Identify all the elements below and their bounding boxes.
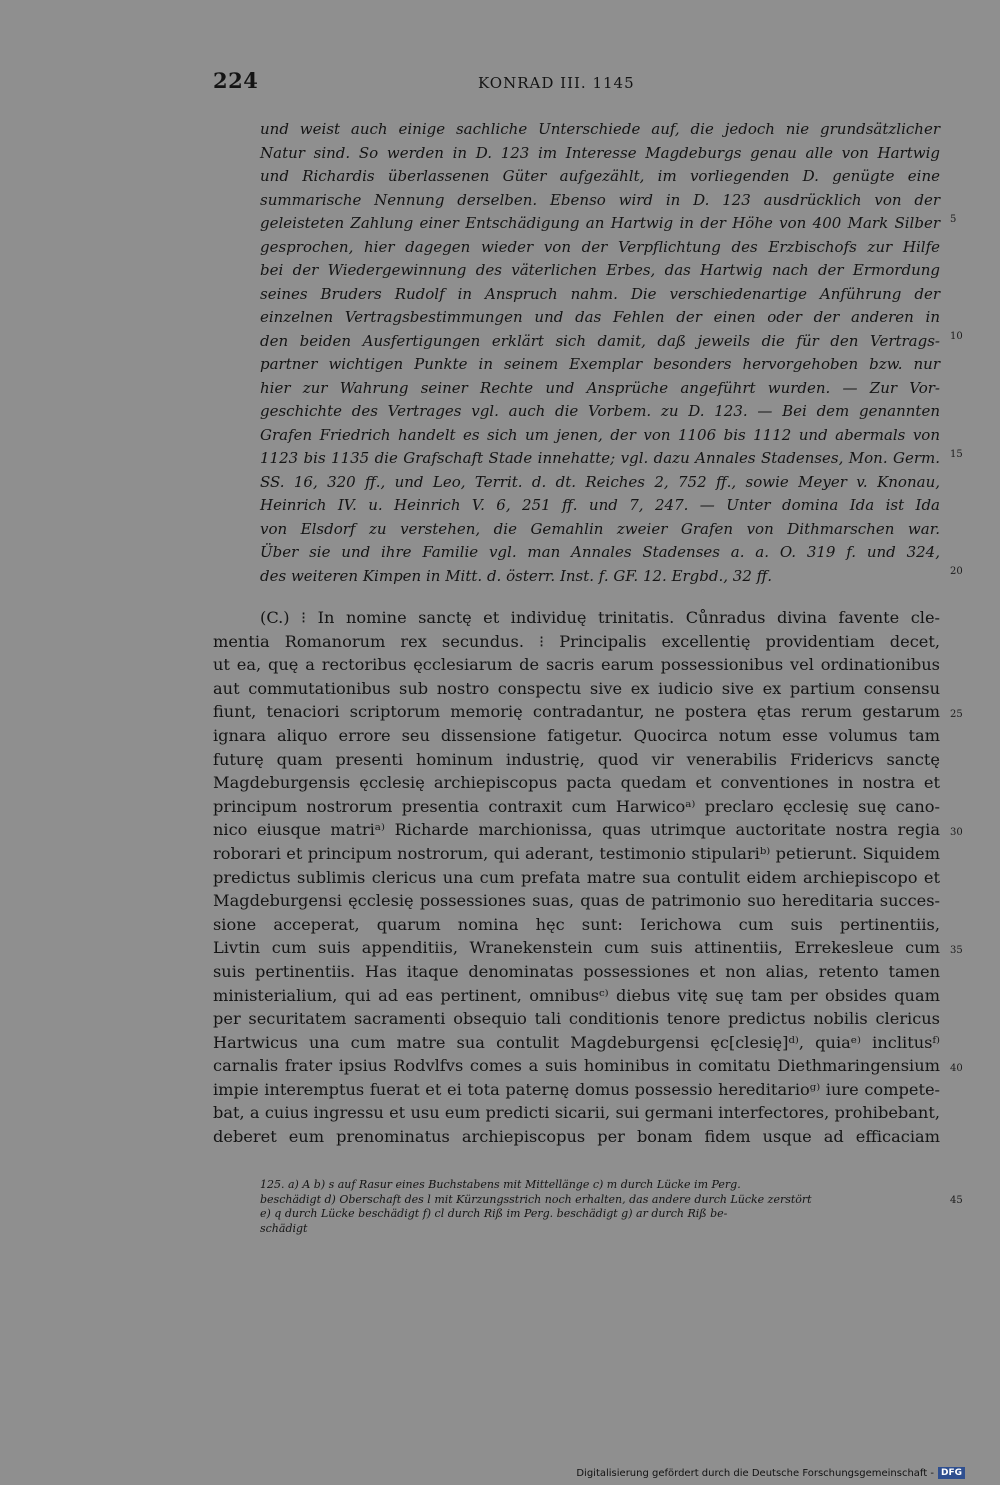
- line-number-35: 35: [950, 945, 963, 956]
- commentary-block: [260, 118, 940, 588]
- commentary-line: Über sie und ihre Familie vgl. man Annales Stadenses a. a. O. 319 f. und 324,: [260, 543, 940, 561]
- page-number: 224: [213, 68, 259, 93]
- charter-text: [213, 606, 940, 1149]
- commentary-line: summarische Nennung derselben. Ebenso wird in D. 123 ausdrücklich von der: [260, 190, 940, 209]
- charter-line: Magdeburgensis ęcclesię archiepiscopus pacta quedam et conventiones in nostra et: [213, 773, 940, 793]
- commentary-line: geschichte des Vertrages vgl. auch die Vorbem. zu D. 123. — Bei dem genannten: [260, 402, 940, 420]
- commentary-line: gesprochen, hier dagegen wieder von der Verpflichtung des Erzbischofs zur Hilfe: [260, 237, 940, 256]
- commentary-line: einzelnen Vertragsbestimmungen und das Fehlen der einen oder der anderen in: [260, 308, 940, 326]
- charter-line: suis pertinentiis. Has itaque denominatas possessiones et non alias, retento tamen: [213, 961, 940, 981]
- commentary-line: partner wichtigen Punkte in seinem Exemplar besonders hervorgehoben bzw. nur: [260, 355, 940, 373]
- line-number-40: 40: [950, 1063, 963, 1074]
- charter-line: Hartwicus una cum matre sua contulit Magdeburgensi ęc[clesię]ᵈ⁾, quiaᵉ⁾ inclitusᶠ⁾: [213, 1032, 940, 1052]
- commentary-line: und weist auch einige sachliche Unterschiede auf, die jedoch nie grundsätzlicher: [260, 120, 940, 138]
- commentary-line: 1123 bis 1135 die Grafschaft Stade innehatte; vgl. dazu Annales Stadenses, Mon. Germ.: [260, 449, 940, 467]
- commentary-line: hier zur Wahrung seiner Rechte und Ansprüche angeführt wurden. — Zur Vor-: [260, 378, 940, 397]
- charter-line: roborari et principum nostrorum, qui aderant, testimonio stipulariᵇ⁾ petierunt. Siquidem: [213, 843, 940, 863]
- footnote-line: beschädigt d) Oberschaft des l mit Kürzungsstrich noch erhalten, das andere durch Lücke zerstört: [260, 1192, 812, 1206]
- commentary-line: bei der Wiedergewinnung des väterlichen Erbes, das Hartwig nach der Ermordung: [260, 261, 940, 279]
- line-number-15: 15: [950, 449, 963, 460]
- charter-line: bat, a cuius ingressu et usu eum predicti sicarii, sui germani interfectores, prohibebant,: [213, 1103, 940, 1123]
- commentary-line: Natur sind. So werden in D. 123 im Interesse Magdeburgs genau alle von Hartwig: [260, 143, 940, 162]
- commentary-line: Grafen Friedrich handelt es sich um jenen, der von 1106 bis 1112 und abermals von: [260, 425, 940, 444]
- footnote-line: schädigt: [260, 1221, 308, 1235]
- charter-line: fiunt, tenaciori scriptorum memorię contradantur, ne postera ętas rerum gestarum: [213, 702, 940, 722]
- charter-line: sione acceperat, quarum nomina hęc sunt: Ierichowa cum suis pertinentiis,: [213, 914, 940, 934]
- commentary-line: von Elsdorf zu verstehen, die Gemahlin zweier Grafen von Dithmarschen war.: [260, 519, 940, 538]
- line-number-5: 5: [950, 214, 957, 225]
- charter-line: nico eiusque matriᵃ⁾ Richarde marchionissa, quas utrimque auctoritate nostra regia: [213, 820, 940, 840]
- line-number-45: 45: [950, 1195, 963, 1206]
- charter-line: per securitatem sacramenti obsequio tali conditionis tenore predictus nobilis clericus: [213, 1009, 940, 1029]
- footnotes: [260, 1178, 940, 1236]
- charter-line: ut ea, quę a rectoribus ęcclesiarum de sacris earum possessionibus vel ordinationibus: [213, 655, 940, 675]
- charter-line: mentia Romanorum rex secundus. ⁝ Principalis excellentię providentiam decet,: [213, 631, 940, 651]
- charter-line: aut commutationibus sub nostro conspectu sive ex iudicio sive ex partium consensu: [213, 678, 940, 698]
- line-number-10: 10: [950, 331, 963, 342]
- charter-line: (C.) ⁝ In nomine sanctę et individuę trinitatis. Cůnradus divina favente cle-: [260, 608, 940, 627]
- footnote-line: 125. a) A b) s auf Rasur eines Buchstabens mit Mittellänge c) m durch Lücke im Perg.: [260, 1178, 741, 1191]
- commentary-line: den beiden Ausfertigungen erklärt sich damit, daß jeweils die für den Vertrags-: [260, 331, 940, 350]
- charter-line: impie interemptus fuerat et ei tota paternę domus possessio hereditarioᵍ⁾ iure compete-: [213, 1079, 940, 1099]
- footer-credit-text: Digitalisierung gefördert durch die Deutsche Forschungsgemeinschaft -: [576, 1467, 934, 1479]
- commentary-line: seines Bruders Rudolf in Anspruch nahm. Die verschiedenartige Anführung der: [260, 284, 940, 303]
- line-number-20: 20: [950, 566, 963, 577]
- charter-line: predictus sublimis clericus una cum prefata matre sua contulit eidem archiepiscopo et: [213, 867, 940, 887]
- line-number-30: 30: [950, 827, 963, 838]
- charter-line: futurę quam presenti hominum industrię, quod vir venerabilis Fridericvs sanctę: [213, 749, 940, 769]
- commentary-line: geleisteten Zahlung einer Entschädigung an Hartwig in der Höhe von 400 Mark Silber: [260, 214, 940, 232]
- commentary-line: des weiteren Kimpen in Mitt. d. österr. Inst. f. GF. 12. Ergbd., 32 ff.: [260, 566, 773, 585]
- charter-line: Livtin cum suis appenditiis, Wranekenstein cum suis attinentiis, Errekesleue cum: [213, 938, 940, 958]
- charter-line: Magdeburgensi ęcclesię possessiones suas, quas de patrimonio suo hereditaria succes-: [213, 891, 940, 911]
- commentary-line: SS. 16, 320 ff., und Leo, Territ. d. dt. Reiches 2, 752 ff., sowie Meyer v. Knonau,: [260, 472, 940, 491]
- footnote-line: e) q durch Lücke beschädigt f) cl durch Riß im Perg. beschädigt g) ar durch Riß be-: [260, 1207, 728, 1220]
- charter-line: carnalis frater ipsius Rodvlfvs comes a suis hominibus in comitatu Diethmaringensium: [213, 1056, 940, 1076]
- charter-line: ministerialium, qui ad eas pertinent, omnibusᶜ⁾ diebus vitę suę tam per obsides quam: [213, 985, 940, 1005]
- charter-line: principum nostrorum presentia contraxit cum Harwicoᵃ⁾ preclaro ęcclesię suę cano-: [213, 796, 940, 816]
- footer-credit: [576, 1467, 965, 1479]
- dfg-logo-icon: DFG: [938, 1467, 965, 1479]
- line-number-25: 25: [950, 709, 963, 720]
- running-head: KONRAD III. 1145: [478, 74, 635, 92]
- charter-line: ignara aliquo errore seu dissensione fatigetur. Quocirca notum esse volumus tam: [213, 725, 940, 745]
- charter-line: deberet eum prenominatus archiepiscopus per bonam fidem usque ad efficaciam: [213, 1127, 940, 1147]
- commentary-line: und Richardis überlassenen Güter aufgezählt, im vorliegenden D. genügte eine: [260, 167, 940, 185]
- commentary-line: Heinrich IV. u. Heinrich V. 6, 251 ff. und 7, 247. — Unter domina Ida ist Ida: [260, 496, 940, 514]
